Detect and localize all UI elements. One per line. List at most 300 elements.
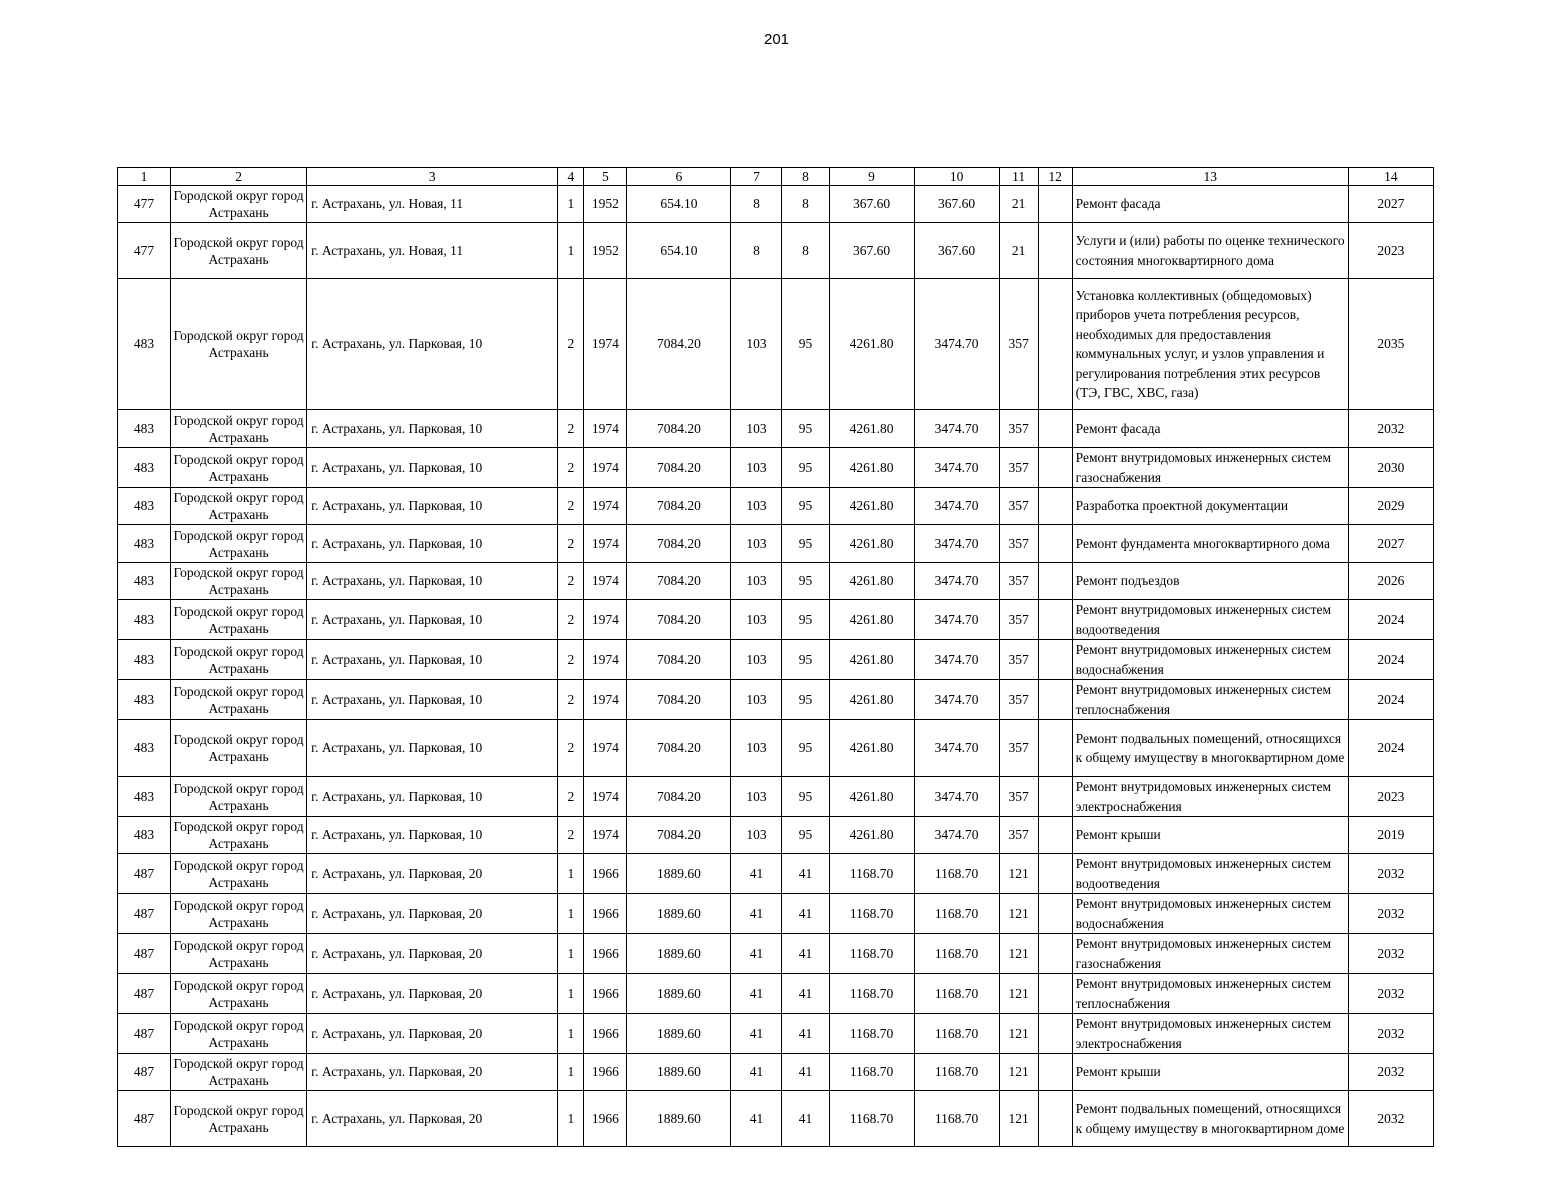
column-header-3: 3 — [307, 168, 558, 186]
residents-cell: 21 — [999, 223, 1038, 279]
residential-area-cell: 4261.80 — [829, 448, 914, 488]
address-cell: г. Астрахань, ул. Парковая, 10 — [307, 279, 558, 410]
table-row — [118, 410, 1434, 448]
private-area-cell: 1168.70 — [914, 1091, 999, 1147]
year-built-cell: 1966 — [584, 1091, 627, 1147]
residential-apartments-cell: 41 — [782, 1054, 829, 1091]
row-number-cell: 483 — [118, 817, 171, 854]
address-cell: г. Астрахань, ул. Парковая, 20 — [307, 1014, 558, 1054]
residential-area-cell: 4261.80 — [829, 563, 914, 600]
table-row — [118, 279, 1434, 410]
work-type-cell: Ремонт крыши — [1072, 817, 1348, 854]
notes-cell — [1038, 720, 1072, 777]
year-built-cell: 1966 — [584, 1014, 627, 1054]
private-area-cell: 3474.70 — [914, 279, 999, 410]
year-built-cell: 1952 — [584, 223, 627, 279]
row-number-cell: 483 — [118, 600, 171, 640]
year-built-cell: 1974 — [584, 279, 627, 410]
residents-cell: 357 — [999, 563, 1038, 600]
residential-apartments-cell: 8 — [782, 186, 829, 223]
planned-year-cell: 2027 — [1348, 525, 1433, 563]
address-cell: г. Астрахань, ул. Парковая, 10 — [307, 563, 558, 600]
table-row — [118, 488, 1434, 525]
table-row — [118, 1054, 1434, 1091]
notes-cell — [1038, 1091, 1072, 1147]
work-type-cell: Ремонт фасада — [1072, 410, 1348, 448]
floors-cell: 2 — [558, 563, 584, 600]
total-area-cell: 7084.20 — [627, 817, 731, 854]
address-cell: г. Астрахань, ул. Парковая, 10 — [307, 448, 558, 488]
table-row — [118, 1014, 1434, 1054]
apartments-cell: 103 — [731, 563, 782, 600]
floors-cell: 2 — [558, 817, 584, 854]
floors-cell: 1 — [558, 186, 584, 223]
floors-cell: 1 — [558, 1091, 584, 1147]
residential-area-cell: 1168.70 — [829, 974, 914, 1014]
total-area-cell: 7084.20 — [627, 720, 731, 777]
work-type-cell: Ремонт внутридомовых инженерных систем теплоснабжения — [1072, 680, 1348, 720]
work-type-cell: Ремонт подвальных помещений, относящихся к общему имуществу в многоквартирном доме — [1072, 720, 1348, 777]
address-cell: г. Астрахань, ул. Парковая, 20 — [307, 974, 558, 1014]
row-number-cell: 483 — [118, 720, 171, 777]
table-row — [118, 448, 1434, 488]
floors-cell: 1 — [558, 894, 584, 934]
planned-year-cell: 2026 — [1348, 563, 1433, 600]
municipality-cell: Городской округ город Астрахань — [171, 1054, 307, 1091]
residents-cell: 357 — [999, 525, 1038, 563]
column-header-6: 6 — [627, 168, 731, 186]
year-built-cell: 1974 — [584, 680, 627, 720]
total-area-cell: 7084.20 — [627, 488, 731, 525]
work-type-cell: Ремонт внутридомовых инженерных систем теплоснабжения — [1072, 974, 1348, 1014]
column-header-11: 11 — [999, 168, 1038, 186]
notes-cell — [1038, 448, 1072, 488]
floors-cell: 2 — [558, 777, 584, 817]
residential-apartments-cell: 41 — [782, 974, 829, 1014]
total-area-cell: 1889.60 — [627, 1014, 731, 1054]
row-number-cell: 477 — [118, 223, 171, 279]
address-cell: г. Астрахань, ул. Парковая, 20 — [307, 894, 558, 934]
private-area-cell: 1168.70 — [914, 1014, 999, 1054]
residents-cell: 121 — [999, 894, 1038, 934]
apartments-cell: 103 — [731, 817, 782, 854]
residents-cell: 357 — [999, 488, 1038, 525]
row-number-cell: 483 — [118, 640, 171, 680]
residential-apartments-cell: 8 — [782, 223, 829, 279]
column-header-9: 9 — [829, 168, 914, 186]
residential-area-cell: 367.60 — [829, 186, 914, 223]
residents-cell: 357 — [999, 448, 1038, 488]
residential-apartments-cell: 95 — [782, 640, 829, 680]
municipality-cell: Городской округ город Астрахань — [171, 563, 307, 600]
address-cell: г. Астрахань, ул. Парковая, 10 — [307, 680, 558, 720]
residents-cell: 357 — [999, 600, 1038, 640]
year-built-cell: 1966 — [584, 894, 627, 934]
notes-cell — [1038, 563, 1072, 600]
floors-cell: 1 — [558, 854, 584, 894]
residential-apartments-cell: 95 — [782, 563, 829, 600]
apartments-cell: 103 — [731, 680, 782, 720]
year-built-cell: 1966 — [584, 974, 627, 1014]
private-area-cell: 3474.70 — [914, 777, 999, 817]
row-number-cell: 483 — [118, 680, 171, 720]
private-area-cell: 1168.70 — [914, 974, 999, 1014]
private-area-cell: 3474.70 — [914, 563, 999, 600]
residential-area-cell: 4261.80 — [829, 279, 914, 410]
column-header-4: 4 — [558, 168, 584, 186]
residents-cell: 121 — [999, 854, 1038, 894]
residents-cell: 121 — [999, 1014, 1038, 1054]
total-area-cell: 7084.20 — [627, 680, 731, 720]
municipality-cell: Городской округ город Астрахань — [171, 488, 307, 525]
table-row — [118, 720, 1434, 777]
row-number-cell: 487 — [118, 934, 171, 974]
address-cell: г. Астрахань, ул. Парковая, 10 — [307, 817, 558, 854]
table-row — [118, 525, 1434, 563]
work-type-cell: Ремонт внутридомовых инженерных систем электроснабжения — [1072, 1014, 1348, 1054]
apartments-cell: 103 — [731, 777, 782, 817]
municipality-cell: Городской округ город Астрахань — [171, 974, 307, 1014]
planned-year-cell: 2035 — [1348, 279, 1433, 410]
municipality-cell: Городской округ город Астрахань — [171, 600, 307, 640]
municipality-cell: Городской округ город Астрахань — [171, 1091, 307, 1147]
municipality-cell: Городской округ город Астрахань — [171, 1014, 307, 1054]
residents-cell: 357 — [999, 279, 1038, 410]
notes-cell — [1038, 1014, 1072, 1054]
column-header-2: 2 — [171, 168, 307, 186]
notes-cell — [1038, 186, 1072, 223]
apartments-cell: 41 — [731, 1014, 782, 1054]
residential-area-cell: 4261.80 — [829, 525, 914, 563]
floors-cell: 2 — [558, 640, 584, 680]
work-type-cell: Услуги и (или) работы по оценке технического состояния многоквартирного дома — [1072, 223, 1348, 279]
residential-area-cell: 1168.70 — [829, 854, 914, 894]
residents-cell: 121 — [999, 1091, 1038, 1147]
column-header-8: 8 — [782, 168, 829, 186]
private-area-cell: 3474.70 — [914, 640, 999, 680]
address-cell: г. Астрахань, ул. Новая, 11 — [307, 186, 558, 223]
total-area-cell: 7084.20 — [627, 279, 731, 410]
year-built-cell: 1974 — [584, 410, 627, 448]
column-header-13: 13 — [1072, 168, 1348, 186]
apartments-cell: 103 — [731, 410, 782, 448]
notes-cell — [1038, 1054, 1072, 1091]
residential-apartments-cell: 41 — [782, 1091, 829, 1147]
apartments-cell: 8 — [731, 186, 782, 223]
table-row — [118, 186, 1434, 223]
residential-area-cell: 4261.80 — [829, 488, 914, 525]
private-area-cell: 3474.70 — [914, 600, 999, 640]
column-header-5: 5 — [584, 168, 627, 186]
municipality-cell: Городской округ город Астрахань — [171, 817, 307, 854]
address-cell: г. Астрахань, ул. Парковая, 10 — [307, 525, 558, 563]
floors-cell: 1 — [558, 1014, 584, 1054]
row-number-cell: 483 — [118, 563, 171, 600]
year-built-cell: 1974 — [584, 720, 627, 777]
floors-cell: 1 — [558, 1054, 584, 1091]
work-type-cell: Установка коллективных (общедомовых) приборов учета потребления ресурсов, необходимых для предоставления коммунальных услуг, и узлов управления и регулирования потребления этих ресурсов (ТЭ, ГВС, ХВС, газа) — [1072, 279, 1348, 410]
year-built-cell: 1974 — [584, 600, 627, 640]
apartments-cell: 103 — [731, 448, 782, 488]
work-type-cell: Ремонт подвальных помещений, относящихся к общему имуществу в многоквартирном доме — [1072, 1091, 1348, 1147]
total-area-cell: 1889.60 — [627, 854, 731, 894]
table-row — [118, 223, 1434, 279]
residential-area-cell: 1168.70 — [829, 894, 914, 934]
municipality-cell: Городской округ город Астрахань — [171, 410, 307, 448]
address-cell: г. Астрахань, ул. Парковая, 10 — [307, 777, 558, 817]
private-area-cell: 3474.70 — [914, 817, 999, 854]
address-cell: г. Астрахань, ул. Парковая, 20 — [307, 934, 558, 974]
total-area-cell: 1889.60 — [627, 974, 731, 1014]
work-type-cell: Ремонт подъездов — [1072, 563, 1348, 600]
residents-cell: 357 — [999, 640, 1038, 680]
notes-cell — [1038, 680, 1072, 720]
municipality-cell: Городской округ город Астрахань — [171, 186, 307, 223]
municipality-cell: Городской округ город Астрахань — [171, 894, 307, 934]
total-area-cell: 1889.60 — [627, 1091, 731, 1147]
table-row — [118, 680, 1434, 720]
planned-year-cell: 2030 — [1348, 448, 1433, 488]
private-area-cell: 367.60 — [914, 186, 999, 223]
residential-apartments-cell: 41 — [782, 1014, 829, 1054]
residential-apartments-cell: 95 — [782, 600, 829, 640]
table-row — [118, 894, 1434, 934]
planned-year-cell: 2024 — [1348, 640, 1433, 680]
row-number-cell: 487 — [118, 1014, 171, 1054]
municipality-cell: Городской округ город Астрахань — [171, 680, 307, 720]
year-built-cell: 1952 — [584, 186, 627, 223]
column-header-1: 1 — [118, 168, 171, 186]
apartments-cell: 8 — [731, 223, 782, 279]
floors-cell: 1 — [558, 934, 584, 974]
year-built-cell: 1974 — [584, 817, 627, 854]
floors-cell: 2 — [558, 410, 584, 448]
private-area-cell: 367.60 — [914, 223, 999, 279]
address-cell: г. Астрахань, ул. Парковая, 20 — [307, 854, 558, 894]
planned-year-cell: 2032 — [1348, 410, 1433, 448]
column-header-14: 14 — [1348, 168, 1433, 186]
residents-cell: 357 — [999, 720, 1038, 777]
planned-year-cell: 2019 — [1348, 817, 1433, 854]
private-area-cell: 3474.70 — [914, 525, 999, 563]
planned-year-cell: 2024 — [1348, 720, 1433, 777]
work-type-cell: Разработка проектной документации — [1072, 488, 1348, 525]
residents-cell: 357 — [999, 817, 1038, 854]
municipality-cell: Городской округ город Астрахань — [171, 448, 307, 488]
table-row — [118, 777, 1434, 817]
planned-year-cell: 2032 — [1348, 894, 1433, 934]
floors-cell: 2 — [558, 600, 584, 640]
row-number-cell: 487 — [118, 1054, 171, 1091]
row-number-cell: 483 — [118, 777, 171, 817]
table-row — [118, 934, 1434, 974]
residents-cell: 357 — [999, 777, 1038, 817]
residential-area-cell: 4261.80 — [829, 817, 914, 854]
work-type-cell: Ремонт внутридомовых инженерных систем газоснабжения — [1072, 448, 1348, 488]
column-header-10: 10 — [914, 168, 999, 186]
table-row — [118, 974, 1434, 1014]
private-area-cell: 3474.70 — [914, 720, 999, 777]
year-built-cell: 1974 — [584, 488, 627, 525]
floors-cell: 2 — [558, 680, 584, 720]
apartments-cell: 41 — [731, 1091, 782, 1147]
row-number-cell: 483 — [118, 448, 171, 488]
municipality-cell: Городской округ город Астрахань — [171, 934, 307, 974]
planned-year-cell: 2029 — [1348, 488, 1433, 525]
residential-apartments-cell: 95 — [782, 448, 829, 488]
table-row — [118, 854, 1434, 894]
notes-cell — [1038, 817, 1072, 854]
residential-apartments-cell: 95 — [782, 488, 829, 525]
address-cell: г. Астрахань, ул. Парковая, 10 — [307, 600, 558, 640]
planned-year-cell: 2032 — [1348, 1054, 1433, 1091]
planned-year-cell: 2023 — [1348, 777, 1433, 817]
work-type-cell: Ремонт внутридомовых инженерных систем водоснабжения — [1072, 640, 1348, 680]
residential-area-cell: 4261.80 — [829, 777, 914, 817]
total-area-cell: 1889.60 — [627, 1054, 731, 1091]
apartments-cell: 41 — [731, 894, 782, 934]
apartments-cell: 103 — [731, 488, 782, 525]
total-area-cell: 7084.20 — [627, 448, 731, 488]
column-header-7: 7 — [731, 168, 782, 186]
residential-apartments-cell: 41 — [782, 854, 829, 894]
floors-cell: 2 — [558, 525, 584, 563]
table-row — [118, 563, 1434, 600]
residential-area-cell: 367.60 — [829, 223, 914, 279]
row-number-cell: 487 — [118, 854, 171, 894]
work-type-cell: Ремонт внутридомовых инженерных систем электроснабжения — [1072, 777, 1348, 817]
address-cell: г. Астрахань, ул. Новая, 11 — [307, 223, 558, 279]
planned-year-cell: 2024 — [1348, 680, 1433, 720]
total-area-cell: 7084.20 — [627, 525, 731, 563]
floors-cell: 1 — [558, 223, 584, 279]
address-cell: г. Астрахань, ул. Парковая, 10 — [307, 410, 558, 448]
residents-cell: 121 — [999, 1054, 1038, 1091]
row-number-cell: 477 — [118, 186, 171, 223]
residents-cell: 357 — [999, 680, 1038, 720]
private-area-cell: 1168.70 — [914, 934, 999, 974]
year-built-cell: 1974 — [584, 640, 627, 680]
municipality-cell: Городской округ город Астрахань — [171, 640, 307, 680]
private-area-cell: 1168.70 — [914, 894, 999, 934]
total-area-cell: 1889.60 — [627, 934, 731, 974]
residents-cell: 121 — [999, 974, 1038, 1014]
table-header — [118, 168, 1434, 186]
address-cell: г. Астрахань, ул. Парковая, 20 — [307, 1091, 558, 1147]
work-type-cell: Ремонт фасада — [1072, 186, 1348, 223]
table-row — [118, 817, 1434, 854]
notes-cell — [1038, 600, 1072, 640]
total-area-cell: 7084.20 — [627, 777, 731, 817]
residential-area-cell: 4261.80 — [829, 720, 914, 777]
municipality-cell: Городской округ город Астрахань — [171, 279, 307, 410]
notes-cell — [1038, 279, 1072, 410]
column-header-12: 12 — [1038, 168, 1072, 186]
private-area-cell: 1168.70 — [914, 854, 999, 894]
year-built-cell: 1966 — [584, 934, 627, 974]
row-number-cell: 487 — [118, 894, 171, 934]
residential-apartments-cell: 95 — [782, 525, 829, 563]
municipality-cell: Городской округ город Астрахань — [171, 720, 307, 777]
notes-cell — [1038, 410, 1072, 448]
residential-apartments-cell: 95 — [782, 680, 829, 720]
planned-year-cell: 2032 — [1348, 1091, 1433, 1147]
notes-cell — [1038, 223, 1072, 279]
address-cell: г. Астрахань, ул. Парковая, 20 — [307, 1054, 558, 1091]
residents-cell: 121 — [999, 934, 1038, 974]
residential-area-cell: 4261.80 — [829, 410, 914, 448]
private-area-cell: 3474.70 — [914, 448, 999, 488]
apartments-cell: 41 — [731, 854, 782, 894]
residential-area-cell: 1168.70 — [829, 1091, 914, 1147]
residential-area-cell: 1168.70 — [829, 1014, 914, 1054]
apartments-cell: 103 — [731, 525, 782, 563]
notes-cell — [1038, 777, 1072, 817]
year-built-cell: 1966 — [584, 854, 627, 894]
planned-year-cell: 2024 — [1348, 600, 1433, 640]
total-area-cell: 7084.20 — [627, 410, 731, 448]
year-built-cell: 1974 — [584, 777, 627, 817]
total-area-cell: 654.10 — [627, 223, 731, 279]
table-row — [118, 600, 1434, 640]
planned-year-cell: 2027 — [1348, 186, 1433, 223]
year-built-cell: 1974 — [584, 563, 627, 600]
work-type-cell: Ремонт внутридомовых инженерных систем водоотведения — [1072, 600, 1348, 640]
apartments-cell: 103 — [731, 720, 782, 777]
floors-cell: 2 — [558, 279, 584, 410]
work-type-cell: Ремонт фундамента многоквартирного дома — [1072, 525, 1348, 563]
planned-year-cell: 2023 — [1348, 223, 1433, 279]
table-body — [118, 186, 1434, 1147]
table-row — [118, 640, 1434, 680]
private-area-cell: 3474.70 — [914, 680, 999, 720]
notes-cell — [1038, 894, 1072, 934]
year-built-cell: 1966 — [584, 1054, 627, 1091]
residential-apartments-cell: 95 — [782, 279, 829, 410]
apartments-cell: 103 — [731, 640, 782, 680]
notes-cell — [1038, 640, 1072, 680]
address-cell: г. Астрахань, ул. Парковая, 10 — [307, 720, 558, 777]
row-number-cell: 483 — [118, 410, 171, 448]
address-cell: г. Астрахань, ул. Парковая, 10 — [307, 640, 558, 680]
residential-apartments-cell: 95 — [782, 817, 829, 854]
residential-apartments-cell: 95 — [782, 777, 829, 817]
floors-cell: 1 — [558, 974, 584, 1014]
year-built-cell: 1974 — [584, 448, 627, 488]
residential-apartments-cell: 41 — [782, 934, 829, 974]
residential-area-cell: 1168.70 — [829, 934, 914, 974]
repair-program-table — [117, 167, 1434, 1147]
floors-cell: 2 — [558, 448, 584, 488]
total-area-cell: 7084.20 — [627, 640, 731, 680]
municipality-cell: Городской округ город Астрахань — [171, 525, 307, 563]
row-number-cell: 483 — [118, 488, 171, 525]
page-number: 201 — [763, 31, 790, 48]
private-area-cell: 3474.70 — [914, 410, 999, 448]
table-row — [118, 1091, 1434, 1147]
total-area-cell: 7084.20 — [627, 563, 731, 600]
residential-area-cell: 4261.80 — [829, 640, 914, 680]
municipality-cell: Городской округ город Астрахань — [171, 223, 307, 279]
row-number-cell: 483 — [118, 525, 171, 563]
residents-cell: 357 — [999, 410, 1038, 448]
header-row — [118, 168, 1434, 186]
apartments-cell: 41 — [731, 974, 782, 1014]
residents-cell: 21 — [999, 186, 1038, 223]
residential-apartments-cell: 95 — [782, 720, 829, 777]
work-type-cell: Ремонт крыши — [1072, 1054, 1348, 1091]
planned-year-cell: 2032 — [1348, 854, 1433, 894]
